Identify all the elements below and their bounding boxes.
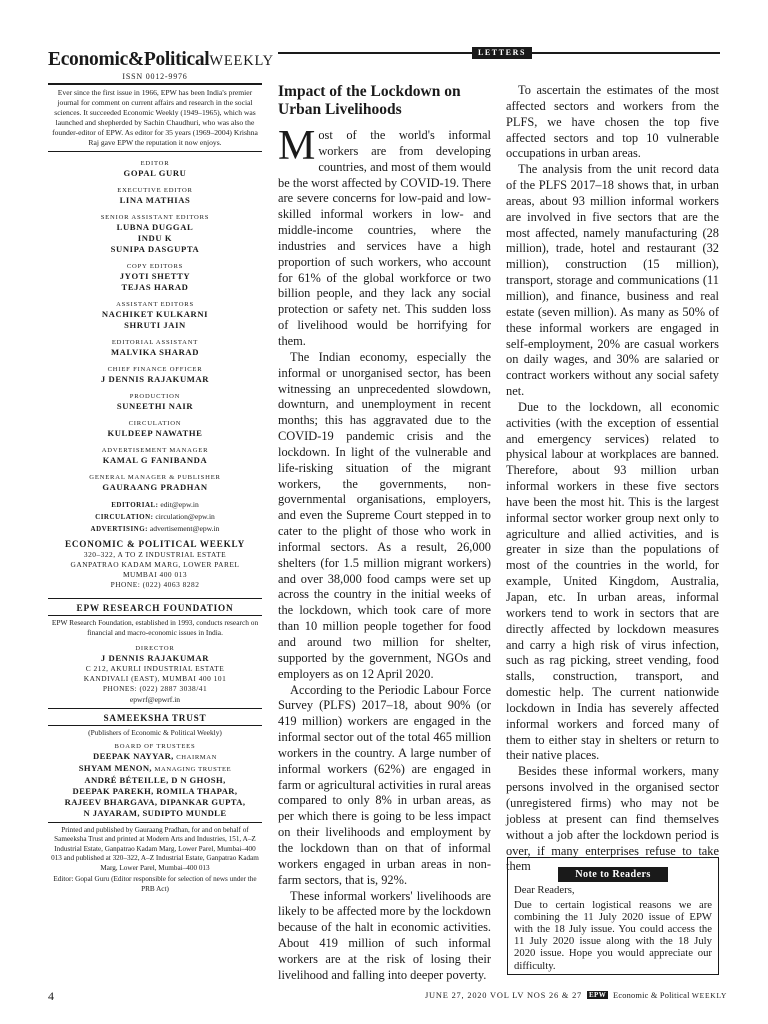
- staff-name: MALVIKA SHARAD: [110, 347, 200, 357]
- staff-role: SENIOR ASSISTANT EDITORS: [100, 214, 210, 221]
- office-address-3: MUMBAI 400 013: [122, 570, 188, 579]
- staff-name: SUNIPA DASGUPTA: [110, 244, 200, 254]
- footer-issue-line: [425, 991, 727, 1000]
- divider: [48, 708, 262, 709]
- email-link[interactable]: circulation@epw.in: [155, 512, 215, 521]
- staff-name: SUNEETHI NAIR: [116, 401, 194, 411]
- note-body: Due to certain logistical reasons we are combining the 11 July 2020 issue of EPW with the 18 July issue. You could access the 11 July 2020 issue along with the 18 July 2020 issue. Hope you would appreciate our difficulty.: [514, 899, 712, 972]
- divider: [48, 598, 262, 599]
- contact-advertising: ADVERTISING: advertisement@epw.in: [90, 524, 220, 533]
- contact-editorial: EDITORIAL: edit@epw.in: [111, 500, 199, 509]
- office-phone: PHONE: (022) 4063 8282: [110, 580, 200, 589]
- divider: [48, 615, 262, 616]
- staff-role: CIRCULATION: [128, 420, 182, 427]
- email-link[interactable]: edit@epw.in: [160, 500, 199, 509]
- paragraph: These informal workers' livelihoods are likely to be affected more by the lockdown because of the halt in economic activities. About 419 million of such informal workers are at the risk of losing their livelihood and falling into deeper poverty.: [278, 888, 491, 982]
- divider: [48, 725, 262, 726]
- staff-name: KAMAL G FANIBANDA: [102, 455, 208, 465]
- staff-role: ADVERTISEMENT MANAGER: [101, 447, 209, 454]
- trustee-chair: DEEPAK NAYYAR, CHAIRMAN: [93, 750, 217, 761]
- staff-name: JYOTI SHETTY: [119, 271, 191, 281]
- board-role: BOARD OF TRUSTEES: [114, 742, 196, 750]
- masthead-brand: Economic&PoliticalWEEKLY: [48, 49, 274, 70]
- masthead-about: Ever since the first issue in 1966, EPW has been India's premier journal for comment on current affairs and research in the social sciences. It succeeded Economic Weekly (1949–1965), which was launched and shepherded by Sachin Chaudhuri, who was also the founder-editor of EPW. As editor for 35 years (1969–2004) Krishna Raj gave EPW the reputation it now enjoys.: [52, 88, 258, 147]
- footer-brand: Economic & Political WEEKLY: [613, 991, 728, 1000]
- divider: [48, 83, 262, 85]
- staff-list: [48, 159, 262, 493]
- foundation-phone: PHONES: (022) 2887 3038/41: [102, 684, 208, 693]
- director-role: DIRECTOR: [135, 645, 175, 652]
- office-name: ECONOMIC & POLITICAL WEEKLY: [64, 539, 246, 549]
- office-address-1: 320–322, A TO Z INDUSTRIAL ESTATE: [83, 550, 227, 559]
- drop-cap: M: [278, 123, 316, 169]
- staff-name: LINA MATHIAS: [119, 195, 191, 205]
- foundation-address-1: C 212, AKURLI INDUSTRIAL ESTATE: [85, 664, 225, 673]
- issn: ISSN 0012-9976: [122, 72, 188, 81]
- contact-list: [48, 499, 262, 535]
- staff-name: LUBNA DUGGAL: [116, 222, 194, 232]
- trust-name: SAMEEKSHA TRUST: [103, 713, 207, 723]
- trustee-managing: SHYAM MENON, MANAGING TRUSTEE: [78, 762, 232, 773]
- article-column-1: [278, 83, 491, 984]
- contact-circulation: CIRCULATION: circulation@epw.in: [95, 512, 215, 521]
- foundation-desc: EPW Research Foundation, established in 1993, conducts research on financial and macro-economic issues in India.: [51, 618, 259, 637]
- trust-desc: (Publishers of Economic & Political Weekly): [88, 728, 222, 737]
- foundation-email[interactable]: epwrf@epwrf.in: [129, 695, 181, 704]
- staff-role: COPY EDITORS: [126, 263, 184, 270]
- paragraph: Besides these informal workers, many persons involved in the organised sector (unregistered firms) who may not be jobless at present can find themselves without a job after the lockdown period is over, if many enterprises refuse to take them: [506, 764, 719, 874]
- page-number: 4: [48, 989, 54, 1003]
- section-label: LETTERS: [472, 47, 532, 59]
- note-greeting: Dear Readers,: [514, 884, 575, 896]
- printed-editor: Editor: Gopal Guru (Editor responsible for selection of news under the PRB Act): [53, 875, 257, 894]
- paragraph: The Indian economy, especially the informal or unorganised sector, has been witnessing an unprecedented slowdown, downturn, and unemployment in recent months; this has aggravated due to the COVID-19 pandemic crisis and the lockdown. In light of the vulnerable and life-risking situation of the migrant workers, the governments, non-governmental organisations, employers, and even the Supreme Court stepped in to cater to the plight of those who work in informal sectors. As a result, 26,000 shelters (for 1.5 million migrant workers) and over 38,000 food camps were set up across the country in the initial weeks of the lockdown, which took care of more than 10 million people together for food and around two million for shelter, supported by the government, NGOs and employers as on 12 April 2020.: [278, 349, 491, 681]
- trustee-members-2: DEEPAK PAREKH, ROMILA THAPAR,: [72, 785, 238, 796]
- paragraph: According to the Periodic Labour Force Survey (PLFS) 2017–18, about 90% (or 419 million) workers are engaged in the informal sector out of the total 465 million workers in the country. A large number of informal workers (62%) are engaged in farm or agricultural activities in rural areas compared to only 8% in urban areas, as per which there is going to be less impact on their livelihoods and employment by the lockdown than on that of informal workers engaged in urban areas in non-farm sectors, that is, 92%.: [278, 682, 491, 887]
- masthead: [48, 49, 274, 895]
- staff-role: EDITORIAL ASSISTANT: [111, 339, 199, 346]
- staff-role: EXECUTIVE EDITOR: [117, 187, 193, 194]
- note-to-readers: [507, 857, 719, 975]
- director-name: J DENNIS RAJAKUMAR: [100, 653, 210, 663]
- article-column-2: [506, 83, 719, 875]
- staff-name: GOPAL GURU: [123, 168, 187, 178]
- trustee-members-1: ANDRÉ BÉTEILLE, D N GHOSH,: [84, 774, 226, 785]
- staff-name: KULDEEP NAWATHE: [107, 428, 203, 438]
- foundation-address-2: KANDIVALI (EAST), MUMBAI 400 101: [83, 674, 227, 683]
- staff-name: NACHIKET KULKARNI: [101, 309, 209, 319]
- paragraph: Most of the world's informal workers are from developing countries, and most of them would be the worst affected by COVID-19. There are severe concerns for low-paid and low-skilled informal workers in low- and middle-income countries, where the industries and services have a high proportion of such workers, who account for 61% of the global workforce or two billion people, and they lack any social protection or safety net. This sudden loss of livelihood would be horrifying for them.: [278, 123, 491, 348]
- staff-name: J DENNIS RAJAKUMAR: [100, 374, 210, 384]
- staff-name: INDU K: [137, 233, 173, 243]
- paragraph: To ascertain the estimates of the most affected sectors and workers from the PLFS, we have chosen the top five affected sectors and top 10 vulnerable occupations in urban areas.: [506, 83, 719, 161]
- trustee-members-4: N JAYARAM, SUDIPTO MUNDLE: [83, 807, 227, 818]
- staff-name: TEJAS HARAD: [121, 282, 189, 292]
- office-address-2: GANPATRAO KADAM MARG, LOWER PAREL: [70, 560, 240, 569]
- email-link[interactable]: advertisement@epw.in: [149, 524, 220, 533]
- staff-role: GENERAL MANAGER & PUBLISHER: [89, 474, 221, 481]
- printed-by: Printed and published by Gauraang Pradhan, for and on behalf of Sameeksha Trust and printed at Modern Arts and Industries, 151, A–Z Industrial Estate, Ganpatrao Kadam Marg, Lower Parel, Mumbai–400 013 and published at 320–322, A–Z Industrial Estate, Ganpatrao Kadam Marg, Lower Parel, Mumbai–400 013: [51, 825, 259, 872]
- article-title: Impact of the Lockdown on Urban Livelihoods: [278, 83, 461, 118]
- staff-role: PRODUCTION: [129, 393, 181, 400]
- section-banner: [278, 47, 720, 59]
- staff-name: GAURAANG PRADHAN: [102, 482, 208, 492]
- staff-role: CHIEF FINANCE OFFICER: [107, 366, 203, 373]
- issue-info: JUNE 27, 2020 VOL LV NOS 26 & 27: [425, 991, 583, 1000]
- staff-role: ASSISTANT EDITORS: [116, 301, 194, 308]
- divider: [48, 822, 262, 823]
- foundation-name: EPW RESEARCH FOUNDATION: [76, 603, 234, 613]
- paragraph: Due to the lockdown, all economic activities (with the exception of essential and emergency services) related to physical labour at workplaces are banned. Therefore, about 93 million urban informal workers in these five sectors have been the most hit. This is the largest informal sector worker group next only to agriculture and allied activities, and is greater in size than the populations of most of the countries in the world, for example, United Kingdom, Australia, Japan, etc. In urban areas, informal workers tend to work in sectors that are directly affected by lockdown measures and carry a high risk of virus infection, such as rag picking, street vending, food stalls, construction, transport, and domestic help. The current nationwide lockdown in India has severely affected informal workers and forced many of them to either stay in shelters or return to their native places.: [506, 399, 719, 763]
- paragraph: The analysis from the unit record data of the PLFS 2017–18 shows that, in urban areas, about 93 million informal workers are involved in five sectors that are the most affected, namely manufacturing (28 million), trade, hotel and restaurant (32 million), construction (15 million), transport, storage and communications (11 million), and finance, business and real estate (seven million). As many as 50% of these informal workers are engaged in self-employment, 20% are casual workers on daily wages, and 30% are salaried or contract workers without any social safety net.: [506, 162, 719, 399]
- trustee-members-3: RAJEEV BHARGAVA, DIPANKAR GUPTA,: [64, 796, 246, 807]
- epw-logo: EPW: [588, 991, 607, 999]
- staff-role: EDITOR: [140, 160, 170, 167]
- staff-name: SHRUTI JAIN: [124, 320, 186, 330]
- divider: [48, 151, 262, 152]
- note-heading: Note to Readers: [558, 867, 668, 882]
